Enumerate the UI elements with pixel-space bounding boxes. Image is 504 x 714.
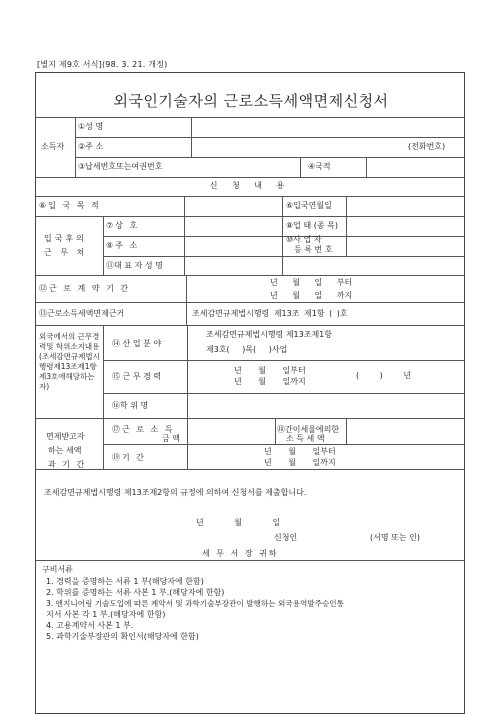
form-code: [별지 제9호 서식](98. 3. 21. 개정) (37, 60, 168, 69)
divider (36, 418, 464, 419)
work-to: 년 월 일까지 (234, 377, 306, 386)
contract-period-label: ⑫근 로 계 약 기 간 (39, 284, 131, 293)
divider (36, 196, 464, 197)
name-label: ①성 명 (78, 122, 104, 131)
nationality-field[interactable] (368, 160, 462, 176)
date-line: 년 월 일 (196, 518, 281, 527)
nationality-label: ④국적 (308, 162, 331, 171)
business-type-field[interactable] (348, 219, 462, 235)
salary-label-line2: 금 액 (162, 434, 180, 443)
company-field[interactable] (186, 219, 280, 235)
tax-label-line2: 소 득 세 액 (286, 434, 325, 443)
application-form (35, 72, 465, 714)
company-label: ⑦상 호 (106, 221, 140, 230)
divider (300, 157, 301, 177)
divider (36, 469, 464, 470)
divider (103, 216, 104, 276)
exempted-section-label: 면제받고자 (46, 432, 85, 441)
entry-date-label: ⑥입국연월일 (286, 201, 332, 210)
attachment-item: 2. 학위를 증명하는 서류 사본 1 부.(해당자에 한함) (46, 588, 225, 597)
workplace-address-field[interactable] (186, 239, 280, 255)
divider (346, 418, 347, 444)
workplace-section-label-line2: 근 무 처 (44, 248, 88, 257)
degree-label: ⑯학 위 명 (112, 401, 149, 410)
phone-label: (전화번호) (408, 142, 446, 151)
request-header: 신 청 내 용 (209, 181, 291, 190)
divider (36, 325, 464, 326)
divider (346, 196, 347, 256)
addressee: 세 무 서 장 귀하 (202, 549, 279, 558)
exempted-section-label-line3: 과 기 간 (48, 460, 87, 469)
divider (36, 302, 464, 303)
name-field[interactable] (191, 122, 464, 136)
divider (366, 157, 367, 177)
purpose-field[interactable] (186, 199, 280, 215)
salary-field[interactable] (190, 421, 273, 441)
divider (75, 157, 464, 158)
period-label: ⑲기 간 (112, 453, 146, 462)
representative-field[interactable] (186, 259, 462, 274)
degree-field[interactable] (190, 396, 462, 416)
contract-from: 년 월 일 부터 (270, 278, 353, 287)
biz-no-field[interactable] (348, 239, 462, 255)
tax-field[interactable] (349, 421, 462, 441)
divider (186, 275, 187, 325)
divider (184, 196, 185, 276)
workplace-address-label: ⑨주 소 (106, 241, 140, 250)
divider (75, 137, 464, 138)
divider (275, 418, 276, 444)
id-number-field[interactable] (192, 160, 298, 176)
representative-label: ⑪대 표 자 성 명 (106, 261, 163, 270)
address-field[interactable] (191, 139, 411, 155)
address-label: ②주 소 (78, 142, 104, 151)
entry-date-field[interactable] (348, 199, 462, 215)
declaration-text: 조세감면규제법시행령 제13조제2항의 규정에 의하여 신청서를 제출합니다. (44, 488, 307, 497)
period-from: 년 월 일부터 (264, 447, 336, 456)
applicant-sign-label: 신청인 (274, 533, 298, 542)
divider (75, 117, 76, 177)
attachment-item: 3. 엔지니어링 기술도입에 따른 계약서 및 과학기술부장관이 발행하는 외국용역발주승인통 (46, 599, 344, 608)
divider (103, 325, 104, 469)
divider (36, 275, 464, 276)
basis-value: 조세감면규제법시행령 제13조 제1항 ( )호 (192, 309, 348, 318)
attachments-header: 구비서류 (42, 565, 73, 574)
divider (103, 236, 464, 237)
divider (187, 325, 188, 469)
industry-value: 조세감면규제법시행령 제13조제1항 (206, 330, 333, 339)
applicant-section-label: 소득자 (41, 142, 65, 151)
contract-to: 년 월 일 까지 (270, 291, 353, 300)
business-type-label: ⑧업 태 (종 목) (286, 221, 338, 230)
divider (103, 360, 464, 361)
period-to: 년 월 일까지 (264, 458, 336, 467)
work-from: 년 월 일부터 (234, 366, 306, 375)
tax-label: ⑱간이세율에의한 (277, 425, 340, 434)
divider (103, 393, 464, 394)
divider (103, 444, 464, 445)
attachment-item: 1. 경력을 증명하는 서류 1 부(해당자에 한함) (46, 577, 204, 586)
biz-no-label: ⑩사 업 자 (286, 235, 322, 244)
purpose-label: ⑥입 국 목 적 (39, 201, 101, 210)
divider (36, 560, 464, 561)
attachment-item: 4. 고용계약서 사본 1 부. (46, 621, 134, 630)
divider (36, 117, 464, 118)
attachment-item: 지서 사본 각 1 부.(해당자에 한함) (46, 610, 166, 619)
industry-label: ⑭ 산 업 분 야 (112, 339, 162, 348)
work-career-label: ⑮ 근 무 경 력 (112, 372, 162, 381)
divider (36, 216, 464, 217)
workplace-section-label: 입국후의 (44, 234, 87, 243)
divider (36, 177, 464, 178)
form-title: 외국인기술자의 근로소득세액면제신청서 (113, 92, 389, 110)
salary-label: ⑰근 로 소 득 (112, 425, 175, 434)
career-section-label: 외국에서의 근무경력및 학위소지내용(조세감면규제법시행령제13조제1항제3호에해당하는 자) (39, 332, 100, 391)
attachment-item: 5. 과학기술부장관의 확인서(해당자에 한함) (46, 632, 199, 641)
industry-value-line2: 제3호( )목( )사업 (206, 345, 288, 354)
biz-no-label-line2: 등 록 번 호 (294, 245, 333, 254)
id-number-label: ③납세번호또는여권번호 (78, 162, 163, 171)
exempted-section-label-line2: 하는 세액 (48, 446, 82, 455)
basis-label: ⑬근로소득세액면제근거 (39, 309, 125, 318)
sign-note: (서명 또는 인) (370, 533, 420, 542)
divider (103, 256, 464, 257)
work-years: ( ) 년 (356, 371, 412, 380)
